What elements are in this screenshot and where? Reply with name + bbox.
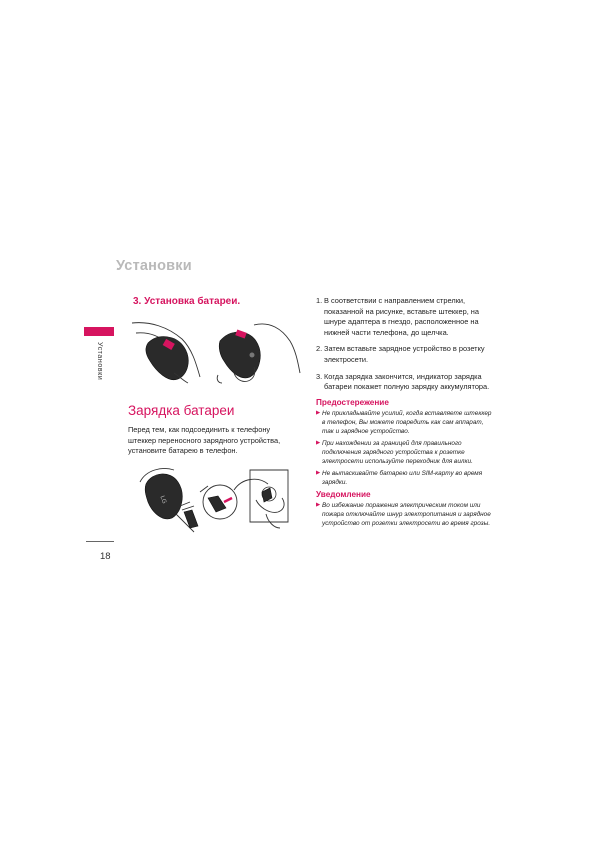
caution-item <box>316 469 494 487</box>
side-tab-label: Установки <box>96 342 103 381</box>
notice-item-text: Во избежание поражения электрическим током или пожара отключайте шнур электропитания и зарядное устройство от розетки электросети во время грозы. <box>322 502 491 527</box>
svg-text:LG: LG <box>158 495 167 505</box>
step3-title: 3. Установка батареи. <box>133 296 241 307</box>
caution-item <box>316 409 494 436</box>
bullet-triangle-icon: ▶ <box>316 470 321 476</box>
caution-item-text: При нахождении за границей для правильного подключения зарядного устройства к розетке электросети используйте переходник для вилки. <box>322 440 473 465</box>
caution-title: Предостережение <box>316 398 389 407</box>
charger-connection-illustration <box>138 462 298 534</box>
step-number: 2. <box>316 344 323 354</box>
battery-install-illustration <box>130 315 302 385</box>
notice-block <box>316 490 494 531</box>
bullet-triangle-icon: ▶ <box>316 502 321 508</box>
bullet-triangle-icon: ▶ <box>316 410 321 416</box>
charging-title: Зарядка батареи <box>128 403 235 418</box>
step-text: Затем вставьте зарядное устройство в розетку электросети. <box>324 344 485 364</box>
notice-item <box>316 501 494 528</box>
step-item <box>316 344 491 365</box>
step-number: 3. <box>316 371 323 381</box>
bullet-triangle-icon: ▶ <box>316 440 321 446</box>
notice-title: Уведомление <box>316 490 371 499</box>
page-rule <box>86 541 114 542</box>
caution-item-text: Не вытаскивайте батарею или SIM-карту во время зарядки. <box>322 470 483 486</box>
caution-block <box>316 398 494 490</box>
steps-list <box>316 296 491 399</box>
step-number: 1. <box>316 296 323 305</box>
step-text: Когда зарядка закончится, индикатор зарядка батареи покажет полную зарядку аккумулятора. <box>324 371 490 392</box>
caution-item-text: Не прикладывайте усилий, когда вставляете штеккер в телефон, Вы можете повредить как сам аппарат, так и зарядное устройство. <box>322 410 492 435</box>
charging-intro: Перед тем, как подсоединить к телефону штеккер переносного зарядного устройства, установите батарею в телефон. <box>128 425 281 456</box>
step-text: В соответствии с направлением стрелки, показанной на рисунке, вставьте штеккер, на шнуре адаптера в гнездо, расположенное на нижней части телефона, до щелчка. <box>324 296 480 337</box>
page-number: 18 <box>100 551 111 562</box>
section-title: Установки <box>116 258 192 274</box>
side-tab-marker <box>84 327 114 336</box>
step-item <box>316 372 491 393</box>
step-item <box>316 296 491 338</box>
caution-item <box>316 439 494 466</box>
